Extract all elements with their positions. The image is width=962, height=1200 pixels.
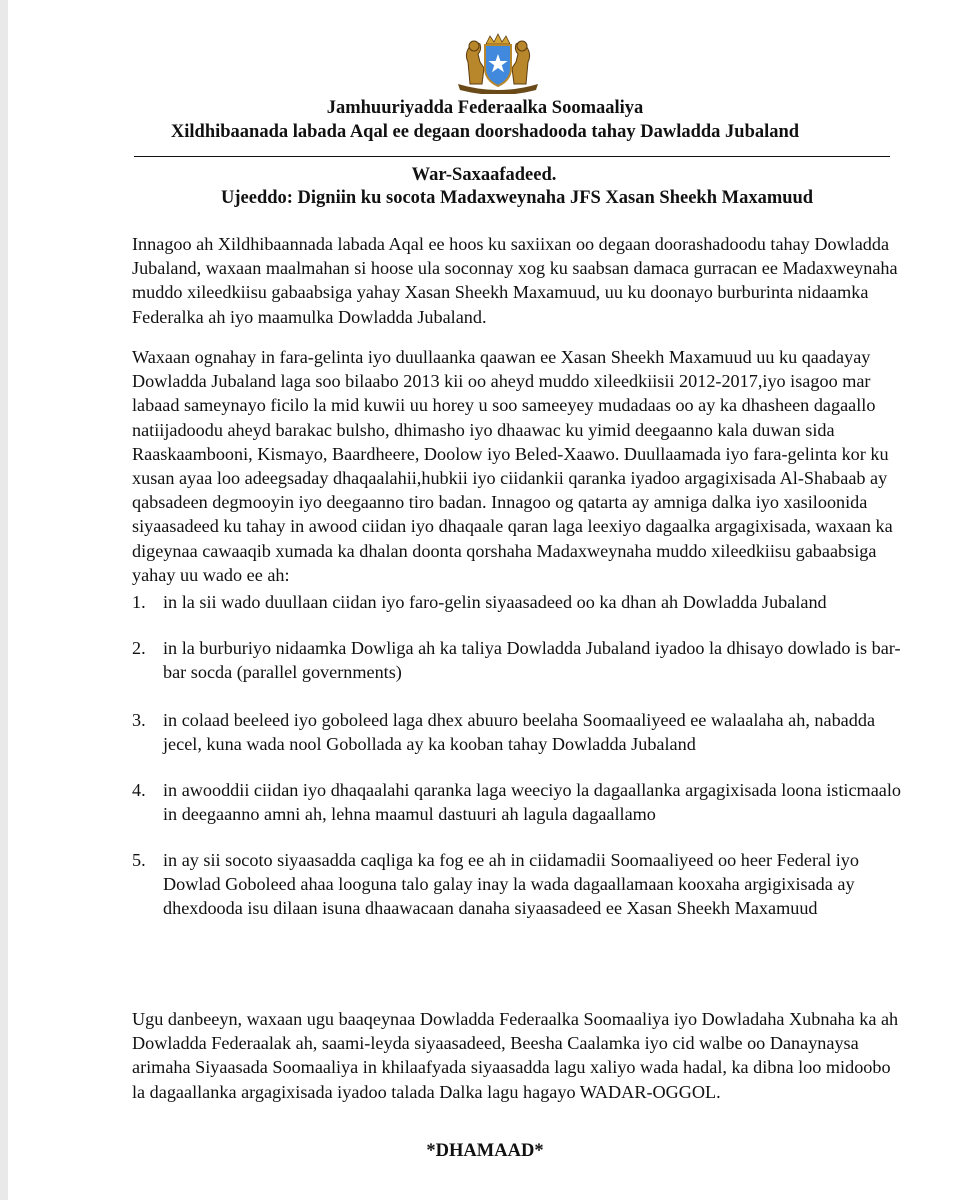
list-item-text: in la burburiyo nidaamka Dowliga ah ka taliya Dowladda Jubaland iyadoo la dhisayo dowlado is bar-bar socda (parallel governments) [163, 638, 901, 683]
subject-text: Ujeeddo: Digniin ku socota Madaxweynaha JFS Xasan Sheekh Maxamuud [221, 188, 814, 208]
end-mark: *DHAMAAD* [426, 1141, 544, 1161]
list-item-text: in colaad beeleed iyo goboleed laga dhex abuuro beelaha Soomaaliyeed ee walaalaha ah, nabadda jecel, kuna wada nool Gobollada ay ka kooban tahay Dowladda Jubaland [163, 710, 876, 755]
list-item-number: 4. [132, 780, 146, 800]
list-item [132, 708, 902, 756]
coat-of-arms-icon [448, 32, 548, 94]
list-item-number: 2. [132, 638, 146, 658]
paragraph-intro: Innagoo ah Xildhibaannada labada Aqal ee hoos ku saxiixan oo degaan doorashadoodu tahay Dowladda Jubaland, waxaan maalmahan si hoose ula soconnay xog ku saabsan damaca gurracan ee Madaxweynaha muddo xileedkiisu gabaabsiga yahay Xasan Sheekh Maxamuud, uu ku doonayo burburinta nidaamka Federalka ah iyo maamulka Dowladda Jubaland. [132, 234, 898, 327]
list-item [132, 778, 902, 826]
document-page [8, 0, 962, 1200]
list-item-number: 3. [132, 710, 146, 730]
header-sub-line: Xildhibaanada labada Aqal ee degaan doorshadooda tahay Dawladda Jubaland [170, 122, 800, 142]
list-item-text: in awooddii ciidan iyo dhaqaalahi qaranka laga weeciyo la dagaallanka argagixisada loona isticmaalo in deegaanno amni ah, lehna maamul dastuuri ah lagula dagaallamo [163, 780, 901, 825]
list-item-number: 1. [132, 592, 146, 612]
header-org-line: Jamhuuriyadda Federaalka Soomaaliya [326, 98, 644, 118]
paragraph-main: Waxaan ognahay in fara-gelinta iyo duullaanka qaawan ee Xasan Sheekh Maxamuud uu ku qaadayay Dowladda Jubaland laga soo bilaabo 2013 kii oo aheyd muddo xileedkiisii 2012-2017,iyo isagoo mar labaad sameynayo ficilo la mid kuwii uu horey u soo sameeyey mudadaas oo ay ka dhasheen dagaallo natiijadoodu aheyd barakac bulsho, dhimasho iyo dhaawac ku yimid deegaanno kala duwan sida Raaskaambooni, Kismayo, Baardheere, Doolow iyo Beled-Xaawo. Duullaamada iyo fara-gelinta kor ku xusan ayaa loo adeegsaday dhaqaalahii,hubkii iyo ciidankii qaranka iyadoo argagixisada Al-Shabaab ay qabsadeen degmooyin iyo deegaanno tiro badan. Innagoo og qatarta ay amniga dalka iyo xasiloonida siyaasadeed ku tahay in awood ciidan iyo dhaqaale qaran laga leexiyo dagaalka argagixisada, waxaan ka digeynaa cawaaqib xumada ka dhalan doonta qorshaha Madaxweynaha muddo xileedkiisu gabaabsiga yahay uu wado ee ah: [132, 347, 893, 585]
document-heading: War-Saxaafadeed. [411, 165, 557, 185]
list-item [132, 848, 902, 921]
paragraph-closing: Ugu danbeeyn, waxaan ugu baaqeynaa Dowladda Federaalka Soomaaliya iyo Dowladaha Xubnaha ka ah Dowladda Federaalak ah, saami-leyda siyaasadeed, Beesha Caalamka iyo cid walbe oo Danaynaysa arimaha Siyaasada Soomaaliya in khilaafyada siyaasadda lagu xaliyo wada hadal, ka dibna loo midoobo la dagaallanka argagixisada iyadoo talada Dalka lagu hagayo WADAR-OGGOL. [132, 1009, 899, 1102]
list-item-text: in ay sii socoto siyaasadda caqliga ka fog ee ah in ciidamadii Soomaaliyeed oo heer Federal iyo Dowlad Goboleed ahaa looguna talo galay inay la wada dagaallamaan kooxaha argigixisada ay dhexdooda isu dilaan isuna dhaawacaan danaha siyaasadeed ee Xasan Sheekh Maxamuud [163, 850, 859, 919]
header-divider [134, 156, 890, 157]
list-item [132, 636, 902, 684]
list-item-number: 5. [132, 850, 146, 870]
list-item-text: in la sii wado duullaan ciidan iyo faro-gelin siyaasadeed oo ka dhan ah Dowladda Jubaland [163, 592, 827, 612]
list-item [132, 590, 902, 614]
